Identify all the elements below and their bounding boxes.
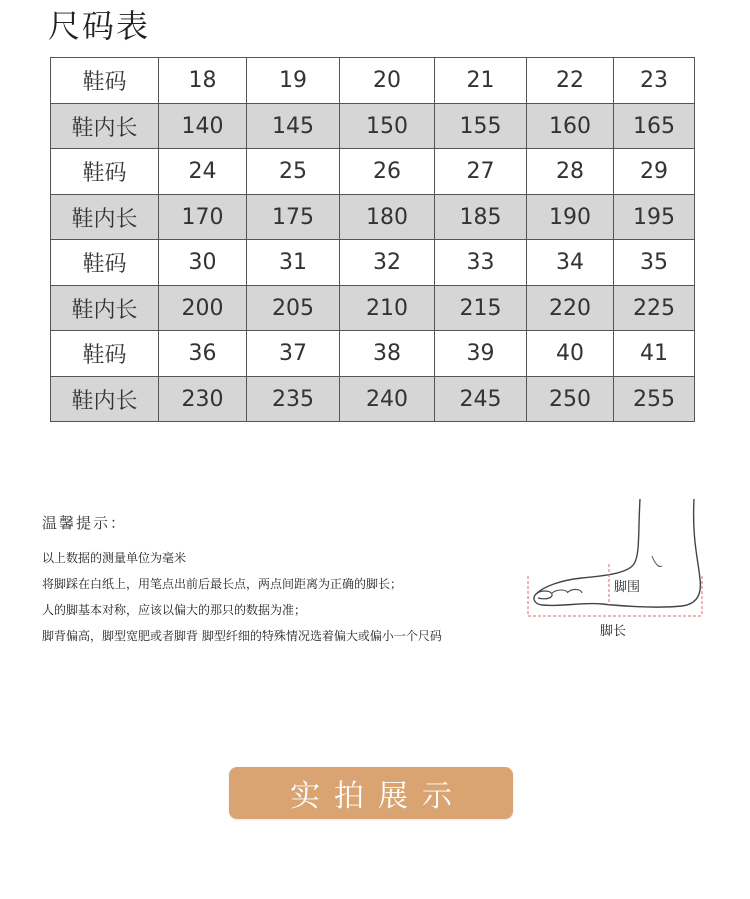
table-cell: 26 <box>340 149 435 195</box>
row-label: 鞋内长 <box>51 377 159 422</box>
tips-line: 人的脚基本对称，应该以偏大的那只的数据为准； <box>42 603 307 617</box>
table-row <box>51 58 695 104</box>
table-cell: 210 <box>340 286 435 331</box>
table-cell: 38 <box>340 331 435 377</box>
table-cell: 33 <box>435 240 527 286</box>
table-cell: 18 <box>159 58 247 104</box>
table-cell: 205 <box>247 286 340 331</box>
foot-length-label: 脚长 <box>600 624 627 639</box>
table-cell: 28 <box>527 149 614 195</box>
table-cell: 19 <box>247 58 340 104</box>
row-label: 鞋内长 <box>51 286 159 331</box>
table-cell: 22 <box>527 58 614 104</box>
table-cell: 240 <box>340 377 435 422</box>
page-title: 尺码表 <box>48 7 151 45</box>
table-cell: 230 <box>159 377 247 422</box>
size-table <box>50 57 695 422</box>
foot-girth-label: 脚围 <box>614 580 641 595</box>
table-cell: 180 <box>340 195 435 240</box>
table-row <box>51 286 695 331</box>
row-label: 鞋码 <box>51 240 159 286</box>
table-cell: 185 <box>435 195 527 240</box>
tips-line: 将脚踩在白纸上，用笔点出前后最长点，两点间距离为正确的脚长； <box>42 577 403 591</box>
row-label: 鞋码 <box>51 149 159 195</box>
row-label: 鞋内长 <box>51 104 159 149</box>
tips-line: 脚背偏高，脚型宽肥或者脚背 脚型纤细的特殊情况选着偏大或偏小一个尺码 <box>42 629 442 643</box>
table-cell: 235 <box>247 377 340 422</box>
table-cell: 145 <box>247 104 340 149</box>
table-cell: 35 <box>614 240 695 286</box>
table-cell: 170 <box>159 195 247 240</box>
table-cell: 190 <box>527 195 614 240</box>
table-cell: 200 <box>159 286 247 331</box>
table-row <box>51 377 695 422</box>
table-cell: 39 <box>435 331 527 377</box>
table-row <box>51 104 695 149</box>
table-cell: 25 <box>247 149 340 195</box>
table-cell: 29 <box>614 149 695 195</box>
table-cell: 150 <box>340 104 435 149</box>
table-cell: 215 <box>435 286 527 331</box>
row-label: 鞋内长 <box>51 195 159 240</box>
table-cell: 140 <box>159 104 247 149</box>
table-cell: 24 <box>159 149 247 195</box>
table-cell: 155 <box>435 104 527 149</box>
table-cell: 40 <box>527 331 614 377</box>
table-cell: 245 <box>435 377 527 422</box>
table-row <box>51 195 695 240</box>
row-label: 鞋码 <box>51 331 159 377</box>
table-cell: 36 <box>159 331 247 377</box>
showcase-button[interactable]: 实拍展示 <box>229 767 513 819</box>
table-cell: 41 <box>614 331 695 377</box>
table-cell: 165 <box>614 104 695 149</box>
table-row <box>51 149 695 195</box>
tips-title: 温馨提示： <box>42 514 128 532</box>
table-row <box>51 240 695 286</box>
foot-diagram <box>522 494 707 644</box>
table-cell: 23 <box>614 58 695 104</box>
table-cell: 27 <box>435 149 527 195</box>
table-row <box>51 331 695 377</box>
table-cell: 250 <box>527 377 614 422</box>
table-cell: 160 <box>527 104 614 149</box>
table-cell: 30 <box>159 240 247 286</box>
table-cell: 34 <box>527 240 614 286</box>
table-cell: 175 <box>247 195 340 240</box>
table-cell: 255 <box>614 377 695 422</box>
table-cell: 37 <box>247 331 340 377</box>
table-cell: 32 <box>340 240 435 286</box>
table-cell: 225 <box>614 286 695 331</box>
table-cell: 195 <box>614 195 695 240</box>
table-cell: 220 <box>527 286 614 331</box>
table-cell: 21 <box>435 58 527 104</box>
table-cell: 20 <box>340 58 435 104</box>
tips-line: 以上数据的测量单位为毫米 <box>42 551 187 565</box>
tips-section <box>42 512 522 649</box>
row-label: 鞋码 <box>51 58 159 104</box>
table-cell: 31 <box>247 240 340 286</box>
